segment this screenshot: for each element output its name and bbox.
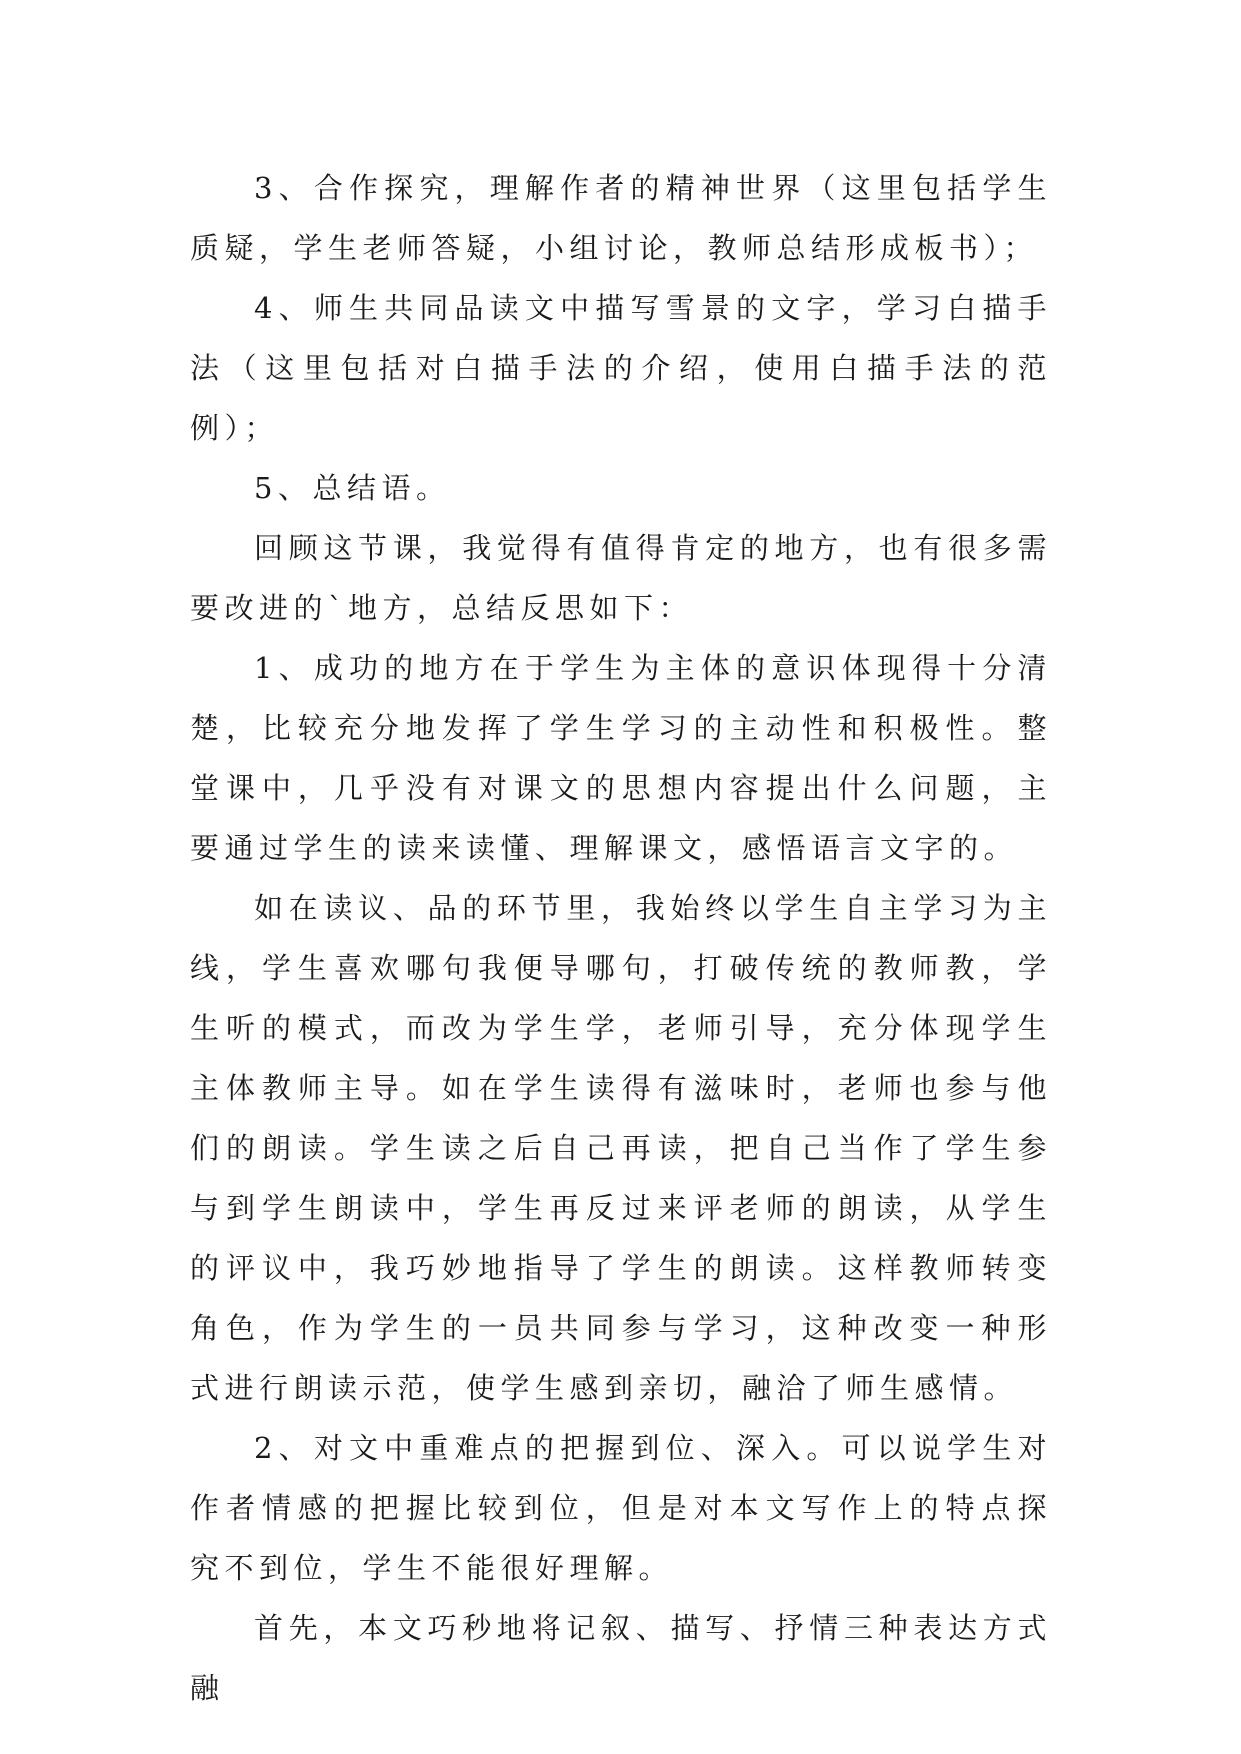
document-body — [190, 158, 1052, 1718]
paragraph-reflection-2: 2、对文中重难点的把握到位、深入。可以说学生对作者情感的把握比较到位，但是对本文写作上的特点探究不到位，学生不能很好理解。 — [190, 1431, 1052, 1585]
paragraph-reading-example: 如在读议、品的环节里，我始终以学生自主学习为主线，学生喜欢哪句我便导哪句，打破传统的教师教，学生听的模式，而改为学生学，老师引导，充分体现学生主体教师主导。如在学生读得有滋味时，老师也参与他们的朗读。学生读之后自己再读，把自己当作了学生参与到学生朗读中，学生再反过来评老师的朗读，从学生的评议中，我巧妙地指导了学生的朗读。这样教师转变角色，作为学生的一员共同参与学习，这种改变一种形式进行朗读示范，使学生感到亲切，融洽了师生感情。 — [190, 891, 1052, 1405]
paragraph-step-4: 4、师生共同品读文中描写雪景的文字，学习白描手法（这里包括对白描手法的介绍，使用白描手法的范例）； — [190, 291, 1052, 445]
paragraph-step-5: 5、总结语。 — [254, 471, 451, 505]
paragraph-first-point: 首先，本文巧秒地将记叙、描写、抒情三种表达方式融 — [190, 1611, 1052, 1705]
paragraph-step-3: 3、合作探究，理解作者的精神世界（这里包括学生质疑，学生老师答疑，小组讨论，教师总结形成板书）； — [190, 171, 1052, 265]
paragraph-reflection-1: 1、成功的地方在于学生为主体的意识体现得十分清楚，比较充分地发挥了学生学习的主动性和积极性。整堂课中，几乎没有对课文的思想内容提出什么问题，主要通过学生的读来读懂、理解课文，感悟语言文字的。 — [190, 651, 1052, 865]
paragraph-review-intro: 回顾这节课，我觉得有值得肯定的地方，也有很多需要改进的`地方，总结反思如下： — [190, 531, 1052, 625]
